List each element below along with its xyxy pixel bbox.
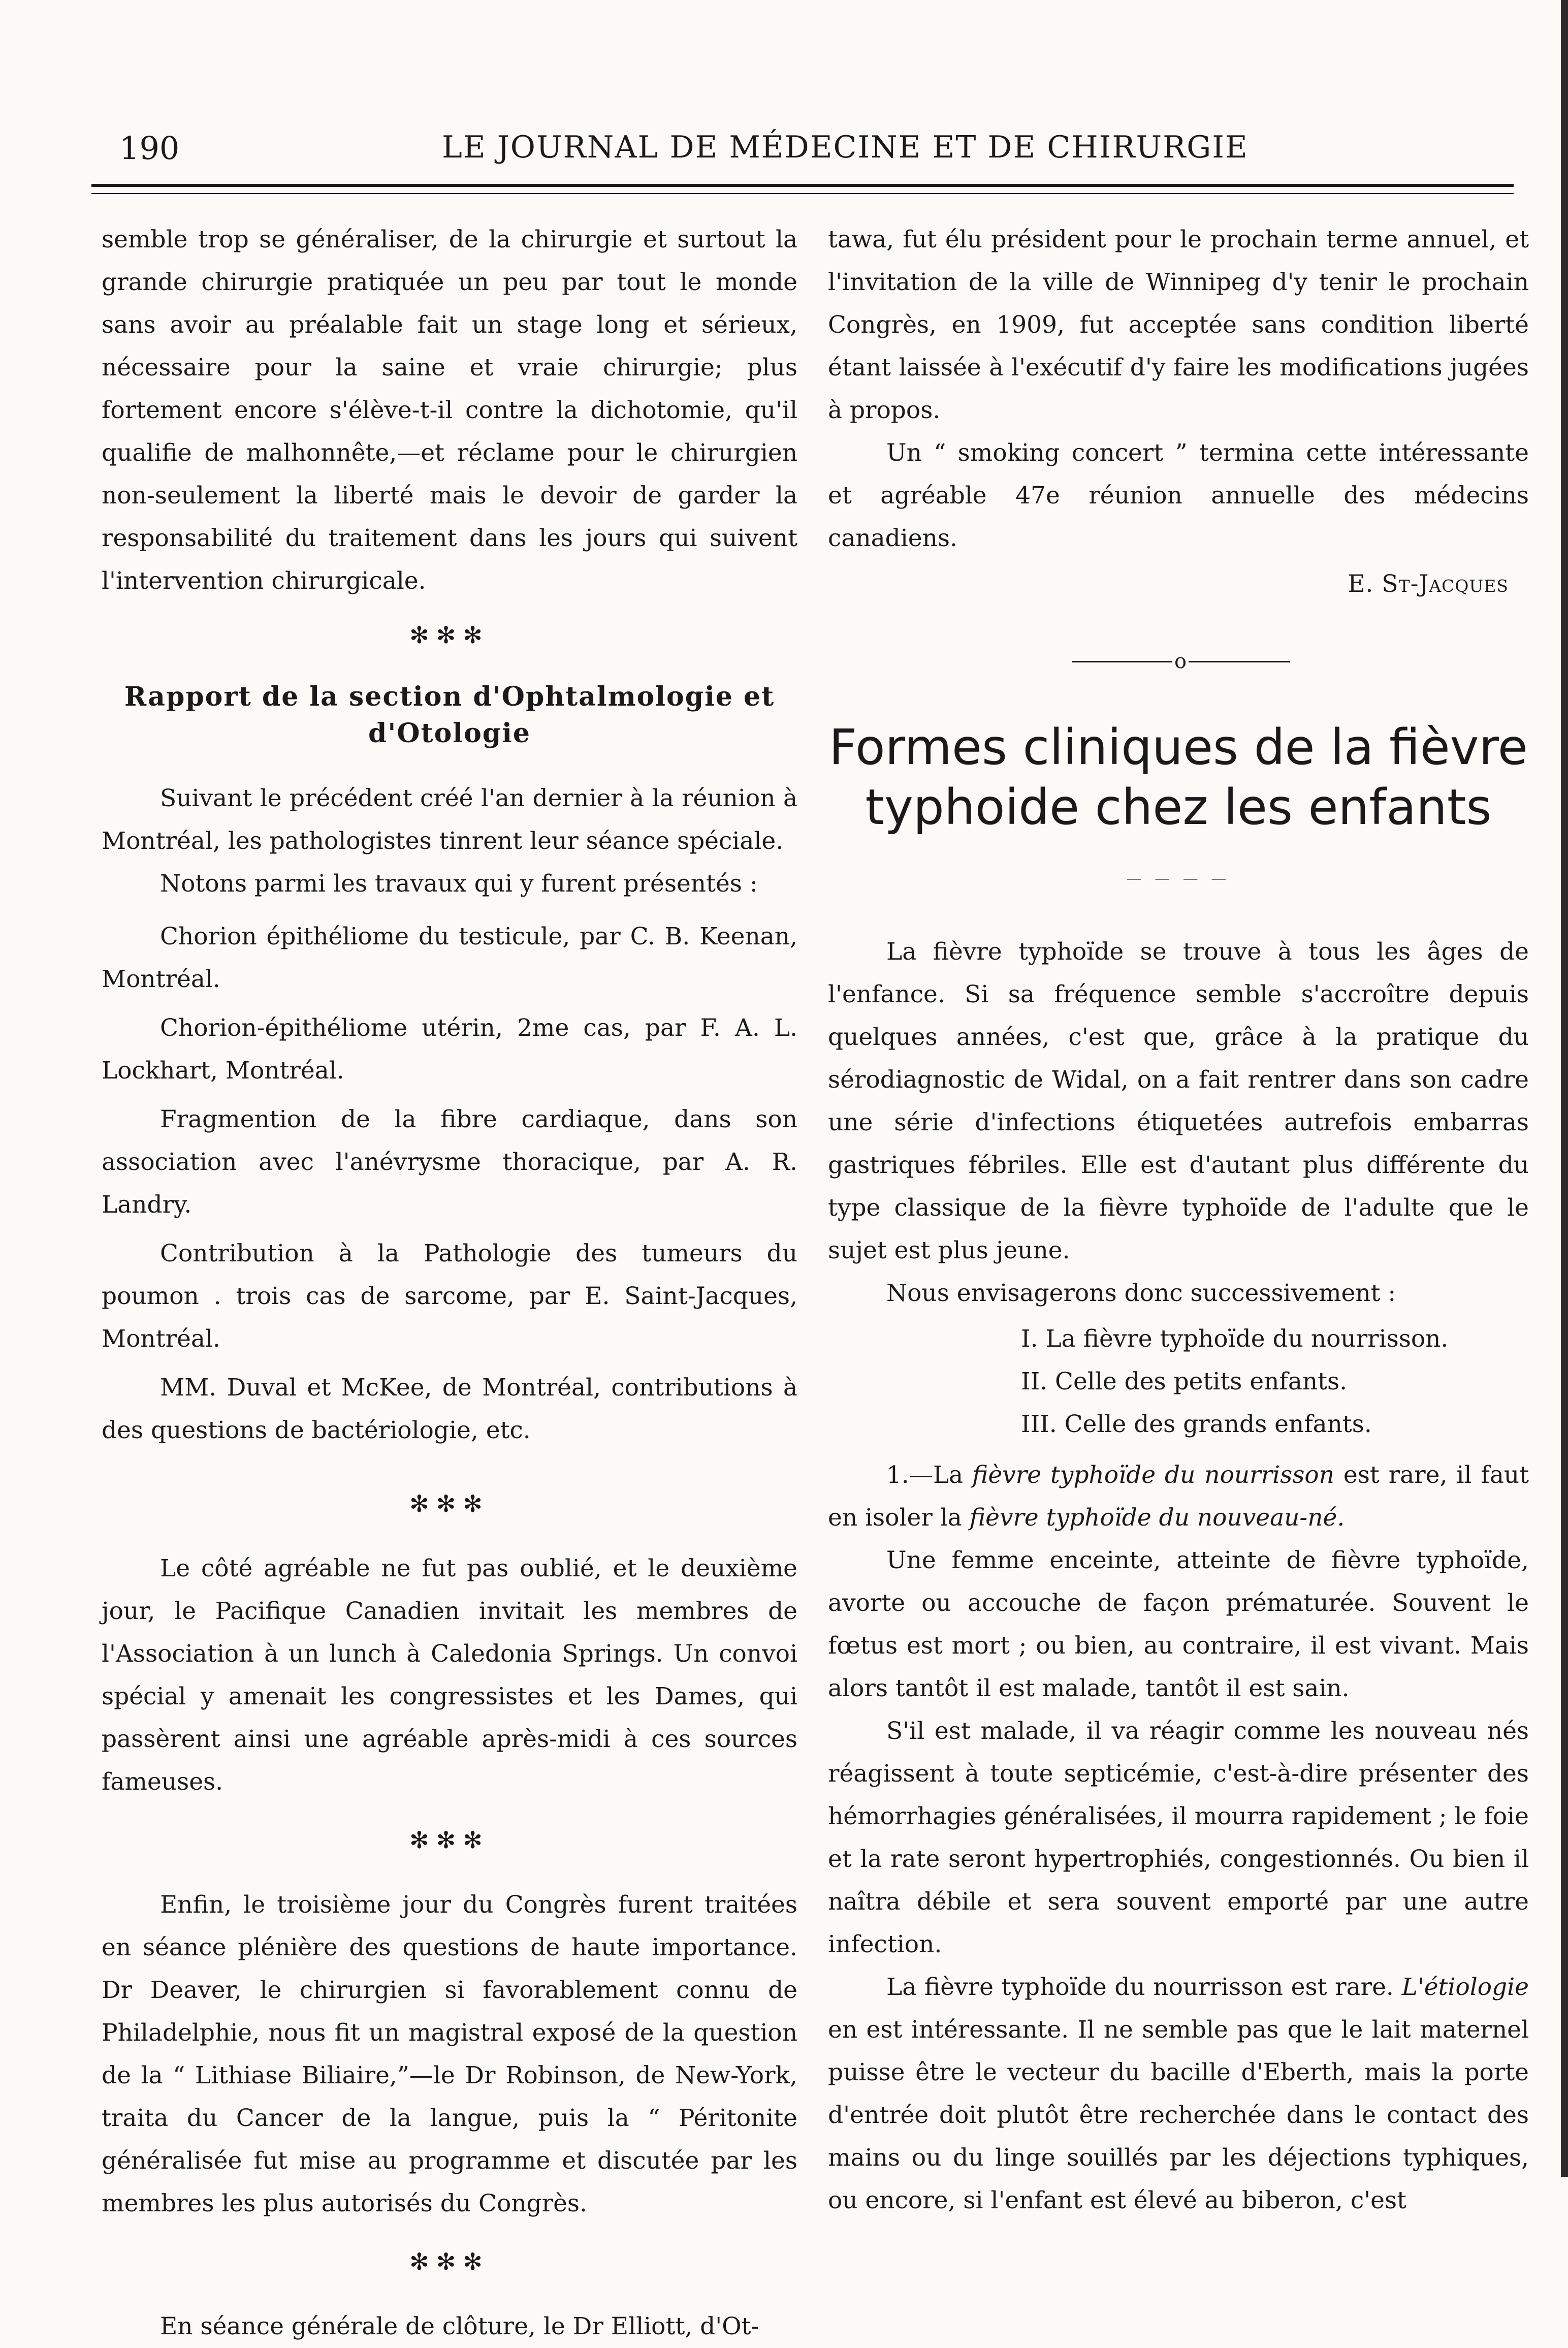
title-ornament: — — — — [1126, 870, 1231, 887]
text-run: 1.—La [886, 1461, 973, 1489]
scan-edge-strip [1561, 0, 1568, 2177]
header-rule-thick [91, 184, 1514, 187]
text-run: est rare, il faut en isoler la [828, 1461, 1529, 1532]
running-title: LE JOURNAL DE MÉDECINE ET DE CHIRURGIE [442, 130, 1249, 165]
section-separator: ✻✻✻ [409, 621, 490, 649]
paragraph: La fièvre typhoïde se trouve à tous les âges de l'enfance. Si sa fréquence semble s'accroître depuis quelques années, c'est que, grâce à la pratique du sérodiagnostic de Widal, on a fait rentrer dans son cadre une série d'infections étiquetées autrefois embarras gastriques fébriles. Elle est d'autant plus différente du type classique de la fièvre typhoïde de l'adulte que le sujet est plus jeune. [828, 938, 1529, 1264]
paragraph: semble trop se généraliser, de la chirurgie et surtout la grande chirurgie pratiquée un peu par tout le monde sans avoir au préalable fait un stage long et sérieux, nécessaire pour la saine et vraie chirurgie; plus fortement encore s'élève-t-il contre la dichotomie, qu'il qualifie de malhonnête,—et réclame pour le chirurgien non-seulement la liberté mais le devoir de garder la responsabilité du traitement dans les jours qui suivent l'intervention chirurgicale. [102, 226, 797, 595]
list-item: II. Celle des petits enfants. [1021, 1368, 1348, 1395]
divider-knot: o [1172, 650, 1189, 673]
paragraph: Un “ smoking concert ” termina cette intéressante et agréable 47e réunion annuelle des médecins canadiens. [828, 439, 1529, 552]
paragraph: Enfin, le troisième jour du Congrès furent traitées en séance plénière des questions de haute importance. Dr Deaver, le chirurgien si favorablement connu de Philadelphie, nous fit un magistral exposé de la question de la “ Lithiase Biliaire,”—le Dr Robinson, de New-York, traita du Cancer de la langue, puis la “ Péritonite généralisée fut mise au programme et discutée par les membres les plus autorisés du Congrès. [102, 1891, 797, 2217]
italic-term: L'étiologie [1401, 1973, 1529, 2001]
section-separator: ✻✻✻ [409, 2248, 490, 2275]
right-column [828, 218, 1529, 2222]
article-title: Formes cliniques de la fièvre typhoide chez les enfants [829, 719, 1528, 836]
paragraph [828, 1454, 1529, 1539]
section-title [102, 679, 797, 752]
section-separator: ✻✻✻ [409, 1826, 490, 1854]
paragraph: S'il est malade, il va réagir comme les nouveau nés réagissent à toute septicémie, c'est-à-dire présenter des hémorrhagies généralisées, il mourra rapidement ; le foie et la rate seront hypertrophiés, congestionnés. Ou bien il naîtra débile et sera souvent emporté par une autre infection. [828, 1717, 1529, 1958]
ornamental-divider [828, 646, 1529, 677]
paragraph: tawa, fut élu président pour le prochain terme annuel, et l'invitation de la ville de Winnipeg d'y tenir le prochain Congrès, en 1909, fut acceptée sans condition liberté étant laissée à l'exécutif d'y faire les modifications jugées à propos. [828, 226, 1529, 424]
section-title-line-1: Rapport de la section d'Ophtalmologie et [124, 681, 775, 712]
section-title-line-2: d'Otologie [368, 718, 531, 749]
outline-list [828, 1318, 1529, 1446]
paper-entry: Contribution à la Pathologie des tumeurs du poumon . trois cas de sarcome, par E. Saint-Jacques, Montréal. [102, 1240, 797, 1353]
list-item: I. La fièvre typhoïde du nourrisson. [1021, 1325, 1449, 1353]
list-item: III. Celle des grands enfants. [1021, 1410, 1372, 1438]
page-number: 190 [119, 130, 180, 167]
section-separator: ✻✻✻ [409, 1490, 490, 1517]
text-run: La fièvre typhoïde du nourrisson est rare. [886, 1973, 1402, 2001]
left-column [102, 218, 797, 2348]
paper-entry: MM. Duval et McKee, de Montréal, contributions à des questions de bactériologie, etc. [102, 1374, 797, 1444]
paragraph: Une femme enceinte, atteinte de fièvre typhoïde, avorte ou accouche de façon prématurée. Souvent le fœtus est mort ; ou bien, au contraire, il est vivant. Mais alors tantôt il est malade, tantôt il est sain. [828, 1546, 1529, 1702]
author-signature: E. St-Jacques [1348, 570, 1509, 598]
italic-term: fièvre typhoïde du nouveau-né. [969, 1504, 1345, 1532]
text-run: en est intéressante. Il ne semble pas que le lait maternel puisse être le vecteur du bacille d'Eberth, mais la porte d'entrée doit plutôt être recherchée dans le contact des mains ou du linge souillés par les déjections typhiques, ou encore, si l'enfant est élevé au biberon, c'est [828, 2016, 1529, 2214]
paragraph: Nous envisagerons donc successivement : [886, 1279, 1396, 1307]
paragraph: Notons parmi les travaux qui y furent présentés : [160, 870, 758, 898]
paper-entry: Chorion-épithéliome utérin, 2me cas, par F. A. L. Lockhart, Montréal. [102, 1014, 797, 1085]
header-rule-thin [91, 193, 1514, 194]
paragraph [828, 1966, 1529, 2222]
paper-entry: Chorion épithéliome du testicule, par C. B. Keenan, Montréal. [102, 923, 797, 993]
paragraph: En séance générale de clôture, le Dr Elliott, d'Ot- [160, 2312, 759, 2340]
italic-term: fièvre typhoïde du nourrisson [972, 1461, 1334, 1489]
paragraph: Suivant le précédent créé l'an dernier à la réunion à Montréal, les pathologistes tinrent leur séance spéciale. [102, 784, 797, 855]
paragraph: Le côté agréable ne fut pas oublié, et le deuxième jour, le Pacifique Canadien invitait les membres de l'Association à un lunch à Caledonia Springs. Un convoi spécial y amenait les congressistes et les Dames, qui passèrent ainsi une agréable après-midi à ces sources fameuses. [102, 1554, 797, 1796]
paper-entry: Fragmention de la fibre cardiaque, dans son association avec l'anévrysme thoracique, par A. R. Landry. [102, 1105, 797, 1219]
